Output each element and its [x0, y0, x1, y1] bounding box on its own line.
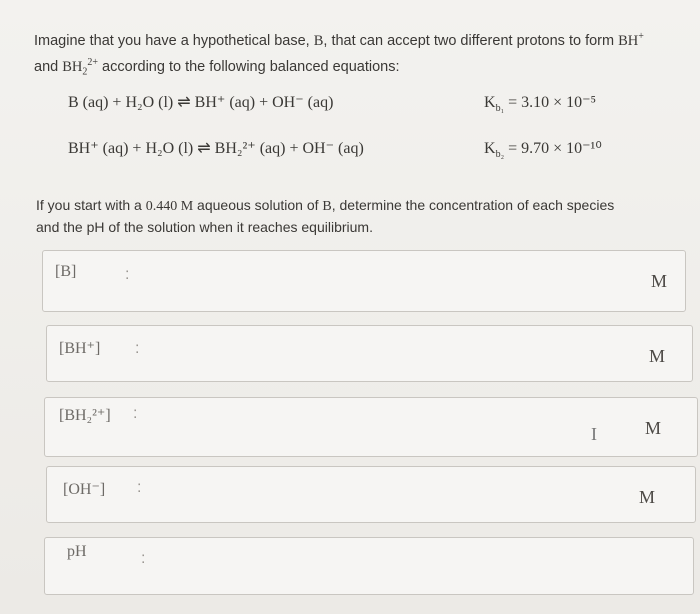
b-field-unit: M [651, 271, 668, 291]
oh-concentration-field[interactable] [46, 466, 696, 523]
question-text-2: aqueous solution of [193, 197, 323, 213]
intro-text-4: according to the following balanced equations: [98, 58, 400, 75]
kb2-subscript: b₂ [495, 149, 505, 161]
bh2-field-colon: : [133, 405, 138, 422]
question-base-symbol: B [322, 199, 332, 214]
kb2-constant [484, 138, 602, 160]
bh2-field-label: [BH₂²⁺] [59, 407, 111, 424]
ph-field-colon: : [141, 550, 146, 567]
kb2-value: = 9.70 × 10⁻¹⁰ [508, 140, 602, 157]
equation-2: BH⁺ (aq) + H₂O (l) ⇌ BH₂²⁺ (aq) + OH⁻ (aq) [68, 140, 364, 157]
bh-symbol: BH [618, 32, 639, 49]
starting-concentration: 0.440 M [145, 199, 194, 214]
bh2-subscript: 2 [82, 66, 88, 78]
kb1-subscript: b₁ [495, 103, 505, 115]
ph-field[interactable] [44, 537, 694, 595]
kb1-value: = 3.10 × 10⁻⁵ [508, 94, 597, 111]
b-field-label: [B] [55, 263, 77, 280]
kb2-label: K [484, 140, 496, 157]
bh-field-unit: M [649, 346, 666, 366]
bh-field-label: [BH⁺] [59, 340, 101, 357]
kb1-constant [484, 92, 596, 114]
problem-statement [34, 26, 684, 83]
bh-concentration-field[interactable] [46, 325, 693, 382]
equation-1: B (aq) + H₂O (l) ⇌ BH⁺ (aq) + OH⁻ (aq) [68, 94, 334, 111]
intro-text-3: and [34, 58, 63, 75]
oh-field-colon: : [137, 479, 142, 496]
question-text-3: , determine the concentration of each species [331, 197, 615, 213]
b-concentration-field[interactable] [42, 250, 686, 312]
bh2-charge: 2+ [87, 56, 99, 68]
bh2-symbol: BH [62, 58, 83, 75]
bh-charge: + [638, 31, 644, 42]
intro-text-1: Imagine that you have a hypothetical base, [34, 32, 314, 49]
ph-field-label: pH [67, 543, 87, 560]
question-text [36, 195, 686, 237]
bh-field-colon: : [135, 340, 140, 357]
bh2-concentration-field[interactable] [44, 397, 698, 457]
question-text-1: If you start with a [36, 197, 146, 213]
oh-field-unit: M [639, 487, 656, 507]
text-cursor-icon: I [591, 424, 597, 444]
question-text-4: and the pH of the solution when it reaches equilibrium. [36, 219, 373, 235]
b-field-colon: : [125, 266, 130, 283]
bh2-field-unit: M [645, 418, 662, 438]
oh-field-label: [OH⁻] [63, 481, 106, 498]
intro-text-2: , that can accept two different protons to form [323, 32, 619, 49]
kb1-label: K [484, 94, 496, 111]
base-symbol: B [313, 32, 324, 49]
